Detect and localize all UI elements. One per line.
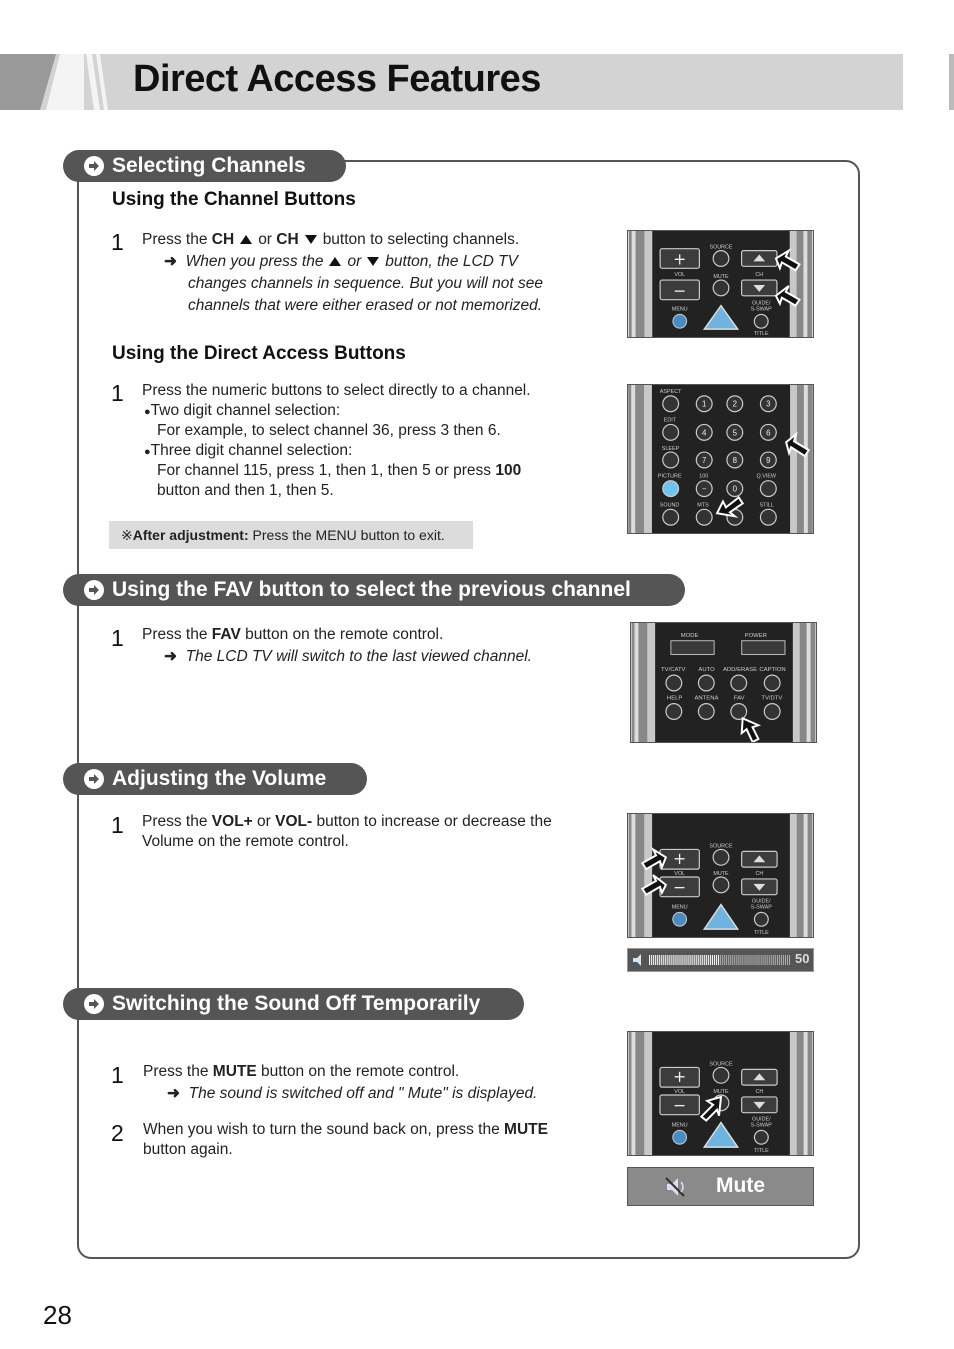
svg-text:TV/DTV: TV/DTV	[761, 695, 783, 702]
svg-text:VOL: VOL	[674, 871, 686, 878]
svg-text:S-SWAP: S-SWAP	[750, 1122, 772, 1129]
volume-tick	[683, 955, 684, 965]
step-text: Press the VOL+ or VOL- button to increase or decrease the	[142, 813, 552, 830]
step-text: Press the MUTE button on the remote control.	[143, 1063, 460, 1080]
section-pill-sound-off	[63, 988, 524, 1020]
volume-tick	[759, 955, 760, 965]
step-text: Press the CH or CH button to selecting channels.	[142, 231, 520, 248]
svg-text:MENU: MENU	[671, 904, 688, 911]
volume-tick	[679, 955, 680, 965]
svg-text:TITLE: TITLE	[753, 1148, 769, 1155]
svg-text:3: 3	[766, 399, 771, 409]
svg-text:SOUND: SOUND	[659, 502, 680, 509]
svg-text:MENU: MENU	[671, 306, 688, 313]
volume-tick	[720, 955, 721, 965]
svg-text:GUIDE/: GUIDE/	[751, 300, 771, 307]
triangle-down-icon	[305, 235, 317, 244]
volume-tick	[769, 955, 770, 965]
volume-tick	[692, 955, 693, 965]
arrow-right-icon	[84, 580, 104, 600]
volume-tick	[657, 955, 658, 965]
svg-text:TITLE: TITLE	[753, 930, 769, 937]
svg-text:MENU: MENU	[671, 1122, 688, 1129]
volume-tick	[765, 955, 766, 965]
volume-tick	[694, 955, 695, 965]
svg-text:ADD/ERASE: ADD/ERASE	[723, 667, 758, 674]
bullet-detail: button and then 1, then 5.	[157, 482, 334, 499]
volume-tick	[714, 955, 715, 965]
result-text: changes channels in sequence. But you will not see	[188, 275, 544, 292]
svg-text:GUIDE/: GUIDE/	[752, 898, 771, 905]
subheading-channel-buttons: Using the Channel Buttons	[112, 189, 356, 210]
svg-text:MTS: MTS	[697, 502, 709, 509]
volume-tick	[706, 955, 707, 965]
section-pill-selecting-channels	[63, 150, 346, 182]
volume-tick	[748, 955, 749, 965]
svg-text:POWER: POWER	[744, 632, 767, 639]
volume-tick	[736, 955, 737, 965]
result-text: ➜ The LCD TV will switch to the last viewed channel.	[164, 648, 532, 665]
svg-text:MODE: MODE	[680, 632, 699, 639]
remote-volume-buttons-image	[627, 813, 814, 938]
svg-text:CH: CH	[755, 272, 764, 279]
volume-tick	[752, 955, 753, 965]
svg-text:0: 0	[732, 484, 738, 494]
svg-text:8: 8	[732, 455, 738, 465]
svg-text:4: 4	[702, 428, 707, 438]
svg-text:MUTE: MUTE	[713, 871, 729, 878]
volume-bar	[649, 955, 791, 965]
volume-tick	[763, 955, 764, 965]
volume-tick	[698, 955, 699, 965]
bullet-icon: ●	[144, 446, 151, 458]
volume-tick	[779, 955, 780, 965]
step-number: 1	[111, 625, 124, 651]
volume-tick	[686, 955, 687, 965]
arrow-right-icon	[84, 994, 104, 1014]
step-number: 1	[111, 229, 124, 255]
volume-tick	[702, 955, 703, 965]
volume-tick	[704, 955, 705, 965]
svg-text:SLEEP: SLEEP	[661, 446, 680, 453]
svg-text:FAV: FAV	[733, 695, 745, 702]
svg-text:S-SWAP: S-SWAP	[750, 306, 772, 313]
step-number: 2	[111, 1120, 124, 1146]
volume-tick	[732, 955, 733, 965]
bullet-item: ●Three digit channel selection:	[144, 442, 353, 459]
volume-tick	[651, 955, 652, 965]
svg-text:STILL: STILL	[759, 502, 774, 509]
section-title: Using the FAV button to select the previous channel	[112, 578, 631, 601]
volume-tick	[746, 955, 747, 965]
volume-tick	[757, 955, 758, 965]
page-number: 28	[43, 1300, 72, 1330]
remote-fav-button-image	[630, 622, 817, 743]
svg-text:7: 7	[702, 455, 707, 465]
volume-tick	[740, 955, 741, 965]
volume-tick	[742, 955, 743, 965]
step-number: 1	[111, 812, 124, 838]
svg-text:−: −	[701, 484, 707, 494]
volume-tick	[667, 955, 668, 965]
section-title: Selecting Channels	[112, 154, 306, 177]
section-pill-adjusting-volume	[63, 763, 367, 795]
step-text: When you wish to turn the sound back on, press the MUTE	[143, 1121, 548, 1138]
svg-text:−: −	[673, 877, 687, 897]
step-text: button again.	[143, 1141, 233, 1158]
volume-tick	[718, 955, 719, 965]
section-title: Adjusting the Volume	[112, 767, 327, 790]
svg-text:ANTENA: ANTENA	[694, 695, 719, 702]
volume-tick	[787, 955, 788, 965]
volume-tick	[726, 955, 727, 965]
triangle-up-icon	[329, 257, 341, 266]
svg-text:CH: CH	[755, 871, 764, 878]
svg-text:−: −	[673, 280, 687, 300]
step-number: 1	[111, 1062, 124, 1088]
section-title: Switching the Sound Off Temporarily	[112, 992, 481, 1015]
volume-tick	[653, 955, 654, 965]
remote-mute-button-image	[627, 1031, 814, 1156]
svg-text:SOURCE: SOURCE	[709, 1061, 733, 1068]
svg-text:−: −	[673, 1095, 687, 1115]
svg-text:+: +	[673, 249, 687, 269]
result-arrow-icon: ➜	[167, 1085, 180, 1102]
volume-tick	[767, 955, 768, 965]
after-adjustment-note: ※ After adjustment: Press the MENU button to exit.	[109, 521, 473, 549]
svg-text:CAPTION: CAPTION	[759, 667, 786, 674]
svg-text:2: 2	[732, 399, 738, 409]
svg-text:+: +	[673, 1067, 687, 1087]
volume-tick	[681, 955, 682, 965]
volume-tick	[724, 955, 725, 965]
volume-tick	[773, 955, 774, 965]
result-text: ➜ The sound is switched off and " Mute" is displayed.	[167, 1085, 538, 1102]
svg-text:PICTURE: PICTURE	[657, 473, 682, 480]
svg-text:EDIT: EDIT	[663, 417, 677, 424]
volume-tick	[771, 955, 772, 965]
svg-text:MUTE: MUTE	[713, 1089, 729, 1096]
svg-text:9: 9	[766, 455, 771, 465]
volume-tick	[659, 955, 660, 965]
result-arrow-icon: ➜	[164, 253, 177, 270]
triangle-up-icon	[240, 235, 252, 244]
svg-text:ASPECT: ASPECT	[659, 388, 682, 395]
volume-value: 50	[795, 951, 810, 966]
triangle-down-icon	[367, 257, 379, 266]
svg-text:SOURCE: SOURCE	[709, 244, 733, 251]
section-pill-fav-button	[63, 574, 685, 606]
volume-tick	[649, 955, 650, 965]
step-text: Press the numeric buttons to select directly to a channel.	[142, 382, 531, 399]
step-number: 1	[111, 380, 124, 406]
volume-tick	[722, 955, 723, 965]
mute-speaker-icon	[664, 1176, 688, 1198]
volume-tick	[661, 955, 662, 965]
bullet-icon: ●	[144, 406, 151, 418]
svg-text:GUIDE/: GUIDE/	[752, 1116, 771, 1123]
svg-text:TV/CATV: TV/CATV	[661, 667, 686, 674]
svg-text:AUTO: AUTO	[698, 667, 715, 674]
volume-tick	[744, 955, 745, 965]
volume-tick	[710, 955, 711, 965]
volume-tick	[781, 955, 782, 965]
bullet-detail: For example, to select channel 36, press 3 then 6.	[157, 422, 501, 439]
step-text: Press the FAV button on the remote control.	[142, 626, 444, 643]
volume-tick	[777, 955, 778, 965]
volume-tick	[665, 955, 666, 965]
volume-tick	[716, 955, 717, 965]
volume-tick	[671, 955, 672, 965]
svg-text:5: 5	[732, 428, 738, 438]
arrow-right-icon	[84, 156, 104, 176]
result-text: channels that were either erased or not memorized.	[188, 297, 543, 314]
volume-tick	[677, 955, 678, 965]
volume-tick	[783, 955, 784, 965]
remote-numeric-buttons-image	[627, 384, 814, 534]
svg-text:CH: CH	[755, 1089, 764, 1096]
volume-tick	[775, 955, 776, 965]
volume-tick	[688, 955, 689, 965]
volume-tick	[761, 955, 762, 965]
svg-text:VOL: VOL	[674, 272, 686, 279]
svg-text:S-SWAP: S-SWAP	[750, 904, 772, 911]
volume-tick	[789, 955, 790, 965]
volume-tick	[663, 955, 664, 965]
volume-tick	[696, 955, 697, 965]
volume-tick	[734, 955, 735, 965]
volume-tick	[728, 955, 729, 965]
header-decoration	[0, 54, 130, 110]
volume-tick	[655, 955, 656, 965]
header-edge	[949, 54, 954, 110]
bullet-detail: For channel 115, press 1, then 1, then 5 or press 100	[157, 462, 522, 479]
volume-tick	[669, 955, 670, 965]
volume-tick	[738, 955, 739, 965]
volume-tick	[730, 955, 731, 965]
volume-tick	[675, 955, 676, 965]
volume-tick	[690, 955, 691, 965]
svg-text:SOURCE: SOURCE	[709, 843, 733, 850]
volume-tick	[700, 955, 701, 965]
volume-tick	[673, 955, 674, 965]
step-text: Volume on the remote control.	[142, 833, 349, 850]
volume-tick	[750, 955, 751, 965]
svg-text:MUTE: MUTE	[713, 274, 729, 281]
bullet-item: ●Two digit channel selection:	[144, 402, 341, 419]
volume-tick	[754, 955, 755, 965]
volume-tick	[712, 955, 713, 965]
speaker-icon	[631, 952, 647, 968]
volume-tick	[708, 955, 709, 965]
svg-text:1: 1	[702, 399, 707, 409]
arrow-right-icon	[84, 769, 104, 789]
svg-text:HELP: HELP	[666, 695, 683, 702]
mute-label: Mute	[716, 1174, 765, 1197]
remote-channel-buttons-image	[627, 230, 814, 338]
page-title: Direct Access Features	[133, 58, 541, 100]
svg-text:100: 100	[699, 473, 709, 480]
result-arrow-icon: ➜	[164, 648, 177, 665]
svg-text:TITLE: TITLE	[753, 331, 769, 338]
svg-text:VOL: VOL	[674, 1089, 686, 1096]
mute-osd	[627, 1167, 814, 1206]
svg-text:Q.VIEW: Q.VIEW	[756, 473, 777, 480]
svg-text:+: +	[673, 849, 687, 869]
svg-text:6: 6	[766, 428, 771, 438]
subheading-direct-access: Using the Direct Access Buttons	[112, 343, 406, 364]
volume-tick	[785, 955, 786, 965]
volume-osd	[627, 948, 814, 972]
result-text: ➜ When you press the or button, the LCD TV	[164, 253, 518, 270]
